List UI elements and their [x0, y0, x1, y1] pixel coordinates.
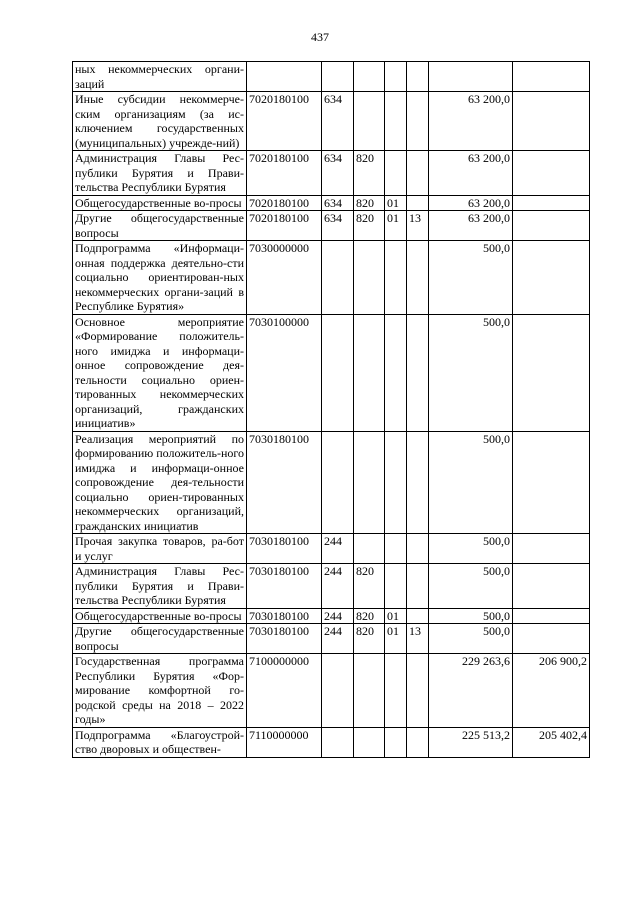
table-row — [73, 534, 590, 564]
amount-year2-cell — [513, 564, 590, 609]
amount-year1-cell: 500,0 — [429, 534, 513, 564]
expense-type-cell: 634 — [322, 92, 354, 151]
budget-table — [72, 61, 590, 758]
target-article-cell: 7030100000 — [247, 314, 322, 431]
section-cell — [385, 564, 407, 609]
department-cell: 820 — [354, 151, 385, 196]
expense-type-cell: 244 — [322, 608, 354, 624]
expense-type-cell — [322, 654, 354, 728]
amount-year2-cell — [513, 608, 590, 624]
expense-type-cell: 634 — [322, 151, 354, 196]
expense-type-cell: 634 — [322, 211, 354, 241]
amount-year2-cell — [513, 314, 590, 431]
department-cell: 820 — [354, 624, 385, 654]
row-name-cell: Другие общегосударственные вопросы — [73, 624, 247, 654]
amount-year1-cell: 63 200,0 — [429, 151, 513, 196]
amount-year1-cell: 63 200,0 — [429, 195, 513, 211]
row-name-cell: Общегосударственные во-просы — [73, 608, 247, 624]
amount-year1-cell: 225 513,2 — [429, 727, 513, 757]
target-article-cell: 7110000000 — [247, 727, 322, 757]
target-article-cell: 7030180100 — [247, 564, 322, 609]
department-cell — [354, 92, 385, 151]
section-cell — [385, 92, 407, 151]
section-cell: 01 — [385, 624, 407, 654]
table-row — [73, 314, 590, 431]
amount-year2-cell — [513, 211, 590, 241]
row-name-cell: Подпрограмма «Благоустрой-ство дворовых и обществен- — [73, 727, 247, 757]
section-cell — [385, 62, 407, 92]
amount-year1-cell: 229 263,6 — [429, 654, 513, 728]
expense-type-cell: 634 — [322, 195, 354, 211]
subsection-cell — [407, 431, 429, 534]
amount-year2-cell — [513, 624, 590, 654]
subsection-cell — [407, 608, 429, 624]
table-row — [73, 727, 590, 757]
department-cell: 820 — [354, 195, 385, 211]
subsection-cell — [407, 92, 429, 151]
expense-type-cell — [322, 431, 354, 534]
row-name-cell: ных некоммерческих органи-заций — [73, 62, 247, 92]
expense-type-cell: 244 — [322, 534, 354, 564]
row-name-cell: Другие общегосударственные вопросы — [73, 211, 247, 241]
department-cell — [354, 62, 385, 92]
row-name-cell: Основное мероприятие «Формирование положитель-ного имиджа и информаци-онное сопровождение дея-тельности социально ориен-тированных некоммерческих организаций, гражданских инициатив» — [73, 314, 247, 431]
amount-year1-cell — [429, 62, 513, 92]
row-name-cell: Иные субсидии некоммерче-ским организациям (за ис-ключением государственных (муниципальных) учрежде-ний) — [73, 92, 247, 151]
table-row — [73, 654, 590, 728]
row-name-cell: Прочая закупка товаров, ра-бот и услуг — [73, 534, 247, 564]
department-cell: 820 — [354, 564, 385, 609]
amount-year2-cell — [513, 431, 590, 534]
row-name-cell: Реализация мероприятий по формированию положитель-ного имиджа и информаци-онное сопровождение дея-тельности социально ориен-тированных некоммерческих организаций, гражданских инициатив — [73, 431, 247, 534]
row-name-cell: Государственная программа Республики Бурятия «Фор-мирование комфортной го-родской среды на 2018 – 2022 годы» — [73, 654, 247, 728]
target-article-cell: 7030180100 — [247, 534, 322, 564]
amount-year2-cell: 206 900,2 — [513, 654, 590, 728]
subsection-cell — [407, 62, 429, 92]
table-row — [73, 151, 590, 196]
target-article-cell: 7020180100 — [247, 92, 322, 151]
department-cell — [354, 431, 385, 534]
target-article-cell: 7030000000 — [247, 241, 322, 315]
subsection-cell: 13 — [407, 624, 429, 654]
amount-year1-cell: 63 200,0 — [429, 211, 513, 241]
target-article-cell: 7030180100 — [247, 431, 322, 534]
amount-year1-cell: 500,0 — [429, 314, 513, 431]
subsection-cell — [407, 151, 429, 196]
row-name-cell: Подпрограмма «Информаци-онная поддержка деятельно-сти социально ориентирован-ных некоммерческих органи-заций в Республике Бурятия» — [73, 241, 247, 315]
amount-year1-cell: 500,0 — [429, 608, 513, 624]
subsection-cell — [407, 534, 429, 564]
amount-year2-cell — [513, 151, 590, 196]
table-row — [73, 62, 590, 92]
expense-type-cell — [322, 727, 354, 757]
amount-year1-cell: 500,0 — [429, 431, 513, 534]
row-name-cell: Общегосударственные во-просы — [73, 195, 247, 211]
subsection-cell: 13 — [407, 211, 429, 241]
subsection-cell — [407, 564, 429, 609]
table-row — [73, 624, 590, 654]
department-cell: 820 — [354, 608, 385, 624]
section-cell — [385, 727, 407, 757]
row-name-cell: Администрация Главы Рес-публики Бурятия и Прави-тельства Республики Бурятия — [73, 151, 247, 196]
target-article-cell: 7020180100 — [247, 151, 322, 196]
section-cell: 01 — [385, 195, 407, 211]
amount-year1-cell: 500,0 — [429, 564, 513, 609]
subsection-cell — [407, 727, 429, 757]
amount-year2-cell — [513, 62, 590, 92]
department-cell — [354, 241, 385, 315]
expense-type-cell — [322, 314, 354, 431]
section-cell: 01 — [385, 211, 407, 241]
table-row — [73, 564, 590, 609]
amount-year1-cell: 500,0 — [429, 624, 513, 654]
target-article-cell: 7100000000 — [247, 654, 322, 728]
table-row — [73, 608, 590, 624]
target-article-cell: 7020180100 — [247, 211, 322, 241]
department-cell — [354, 314, 385, 431]
target-article-cell: 7030180100 — [247, 608, 322, 624]
amount-year1-cell: 500,0 — [429, 241, 513, 315]
subsection-cell — [407, 195, 429, 211]
department-cell — [354, 654, 385, 728]
target-article-cell: 7020180100 — [247, 195, 322, 211]
department-cell: 820 — [354, 211, 385, 241]
section-cell: 01 — [385, 608, 407, 624]
table-row — [73, 92, 590, 151]
table-body — [73, 62, 590, 758]
table-row — [73, 241, 590, 315]
subsection-cell — [407, 654, 429, 728]
amount-year2-cell: 205 402,4 — [513, 727, 590, 757]
section-cell — [385, 534, 407, 564]
section-cell — [385, 241, 407, 315]
subsection-cell — [407, 241, 429, 315]
page-number: 437 — [311, 30, 329, 44]
row-name-cell: Администрация Главы Рес-публики Бурятия и Прави-тельства Республики Бурятия — [73, 564, 247, 609]
target-article-cell: 7030180100 — [247, 624, 322, 654]
expense-type-cell — [322, 241, 354, 315]
amount-year2-cell — [513, 534, 590, 564]
expense-type-cell: 244 — [322, 624, 354, 654]
amount-year2-cell — [513, 92, 590, 151]
section-cell — [385, 431, 407, 534]
target-article-cell — [247, 62, 322, 92]
subsection-cell — [407, 314, 429, 431]
department-cell — [354, 727, 385, 757]
table-row — [73, 211, 590, 241]
amount-year1-cell: 63 200,0 — [429, 92, 513, 151]
expense-type-cell — [322, 62, 354, 92]
amount-year2-cell — [513, 195, 590, 211]
section-cell — [385, 654, 407, 728]
section-cell — [385, 151, 407, 196]
table-row — [73, 195, 590, 211]
expense-type-cell: 244 — [322, 564, 354, 609]
amount-year2-cell — [513, 241, 590, 315]
department-cell — [354, 534, 385, 564]
table-row — [73, 431, 590, 534]
section-cell — [385, 314, 407, 431]
